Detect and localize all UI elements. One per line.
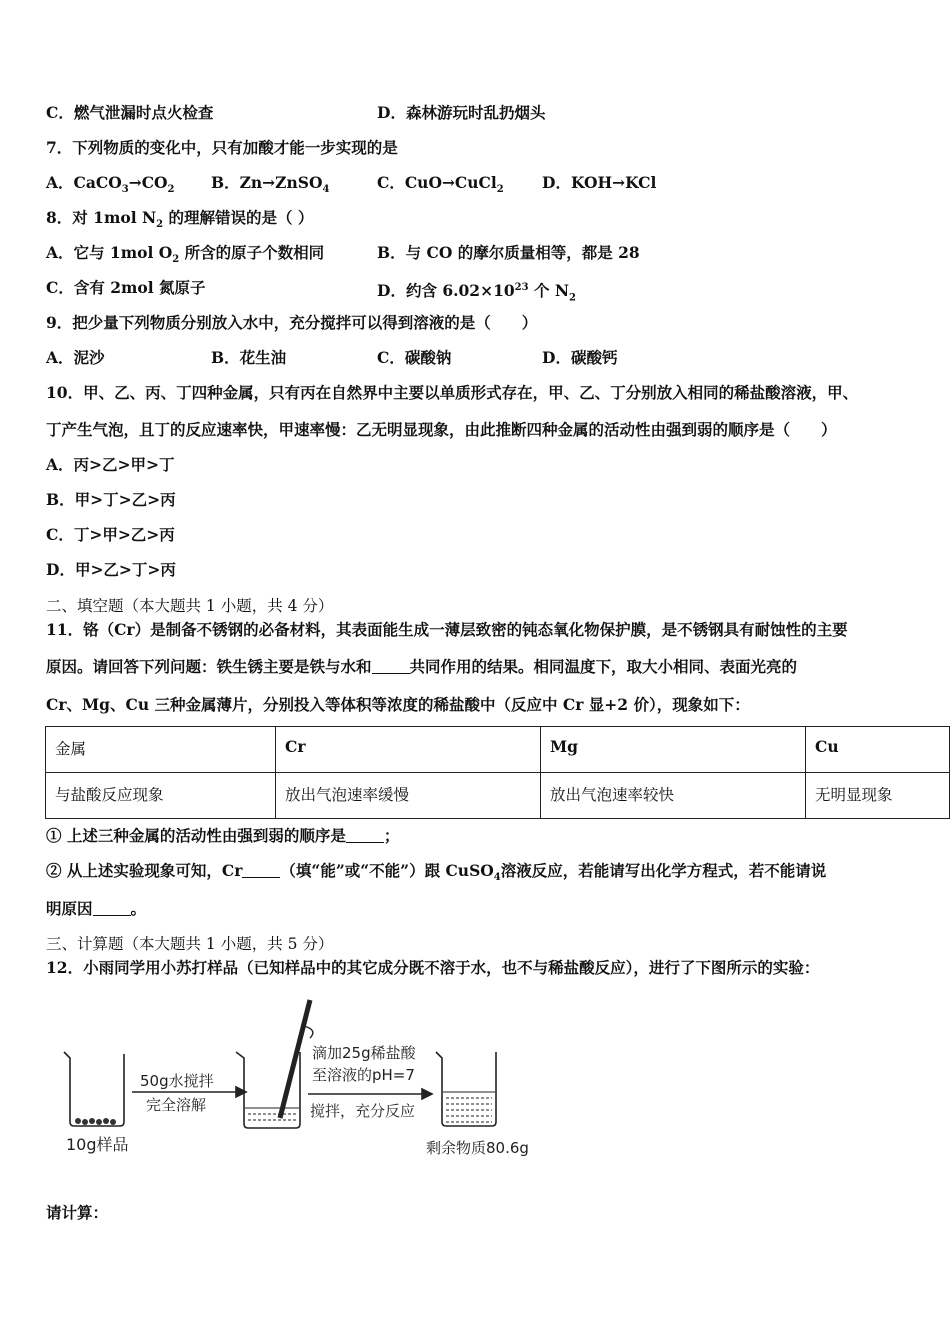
sample-solid-icon — [75, 1118, 116, 1125]
q11-line2: 原因。请回答下列问题：铁生锈主要是铁与水和 共同作用的结果。相同温度下，取大小相同、表面光亮的 — [46, 657, 798, 676]
table-header-cell: Mg — [541, 727, 806, 773]
q11-subquestion-1: ① 上述三种金属的活动性由强到弱的顺序是 ； — [46, 826, 400, 845]
beaker-3-icon — [436, 1052, 496, 1126]
q11-line1: 11．铬（Cr）是制备不锈钢的必备材料，其表面能生成一薄层致密的钝态氧化物保护膜，是不锈钢具有耐蚀性的主要 — [46, 620, 848, 639]
q7-option-c: C．CuO→CuCl$_2$ — [377, 173, 504, 196]
q6-option-c: C．燃气泄漏时点火检查 — [46, 103, 214, 122]
q12-stem: 12．小雨同学用小苏打样品（已知样品中的其它成分既不溶于水，也不与稀盐酸反应），进行了下图所示的实验： — [46, 958, 820, 977]
beaker-1-icon — [64, 1052, 124, 1126]
q8-stem: 8．对 1mol $N_2$ 的理解错误的是（ ） — [46, 208, 314, 231]
answer-blank[interactable] — [346, 828, 384, 843]
arrow-2-top-label-2: 至溶液的pH=7 — [312, 1066, 415, 1084]
experiment-diagram — [40, 990, 560, 1165]
q11-line3: Cr、Mg、Cu 三种金属薄片，分别投入等体积等浓度的稀盐酸中（反应中 Cr 显+2 价），现象如下： — [46, 695, 750, 714]
q9-stem: 9．把少量下列物质分别放入水中，充分搅拌可以得到溶液的是（ ） — [46, 313, 538, 332]
table-row — [46, 773, 950, 819]
q8-option-c: C．含有 2mol 氮原子 — [46, 278, 206, 297]
q7-option-d: D．KOH→KCl — [542, 173, 657, 192]
sample-label: 10g样品 — [66, 1135, 129, 1154]
table-header-cell: Cr — [276, 727, 541, 773]
q10-option-b: B．甲>丁>乙>丙 — [46, 490, 176, 509]
answer-blank[interactable] — [242, 863, 280, 878]
table-cell: 放出气泡速率较快 — [541, 773, 806, 819]
q7-stem: 7．下列物质的变化中，只有加酸才能一步实现的是 — [46, 138, 398, 157]
answer-blank[interactable] — [93, 901, 131, 916]
table-cell: 放出气泡速率缓慢 — [276, 773, 541, 819]
arrow-2-bottom-label: 搅拌，充分反应 — [310, 1102, 416, 1120]
remaining-solution-icon — [443, 1092, 495, 1122]
q12-prompt: 请计算： — [46, 1203, 109, 1222]
q8-option-b: B．与 CO 的摩尔质量相等，都是 28 — [377, 243, 640, 262]
q10-option-d: D．甲>乙>丁>丙 — [46, 560, 176, 579]
q10-stem-line1: 10．甲、乙、丙、丁四种金属，只有丙在自然界中主要以单质形式存在，甲、乙、丁分别放入相同的稀盐酸溶液，甲、 — [46, 383, 859, 402]
q10-option-c: C．丁>甲>乙>丙 — [46, 525, 175, 544]
table-cell: 无明显现象 — [806, 773, 950, 819]
q10-stem-line2: 丁产生气泡，且丁的反应速率快，甲速率慢：乙无明显现象，由此推断四种金属的活动性由强到弱的顺序是（ ） — [46, 420, 837, 439]
stirring-rod-icon — [280, 1000, 310, 1118]
section-calculation-heading: 三、计算题（本大题共 1 小题，共 5 分） — [46, 935, 334, 953]
section-fill-in-heading: 二、填空题（本大题共 1 小题，共 4 分） — [46, 597, 334, 615]
metal-reaction-table — [45, 726, 950, 819]
beaker-2-icon — [236, 1052, 300, 1128]
q10-option-a: A．丙>乙>甲>丁 — [46, 455, 175, 474]
arrow-1-bottom-label: 完全溶解 — [146, 1096, 207, 1114]
arrow-1-top-label: 50g水搅拌 — [140, 1072, 214, 1090]
solution-icon — [245, 1108, 299, 1120]
table-header-cell: 金属 — [46, 727, 276, 773]
remaining-label: 剩余物质80.6g — [426, 1139, 529, 1157]
table-cell: 与盐酸反应现象 — [46, 773, 276, 819]
arrow-2-top-label-1: 滴加25g稀盐酸 — [312, 1044, 416, 1062]
q11-subquestion-2-cont: 明原因 。 — [46, 899, 147, 918]
table-header-cell: Cu — [806, 727, 950, 773]
q7-option-b: B．Zn→ZnSO$_4$ — [211, 173, 330, 196]
q7-option-a: A．$CaCO_3\to CO_2$ — [46, 173, 175, 196]
q9-option-a: A．泥沙 — [46, 348, 105, 367]
answer-blank[interactable] — [372, 659, 410, 674]
q8-option-d: D．约含 $6.02\times 10^{23}$ 个 $N_2$ — [377, 281, 577, 304]
q6-option-d: D．森林游玩时乱扔烟头 — [377, 103, 546, 122]
q8-option-a: A．它与 1mol $O_2$ 所含的原子个数相同 — [46, 243, 325, 266]
q9-option-d: D．碳酸钙 — [542, 348, 618, 367]
q11-subquestion-2: ② 从上述实验现象可知，Cr （填“能”或“不能”）跟 CuSO$_4$溶液反应，若能请写出化学方程式，若不能请说 — [46, 861, 827, 884]
q9-option-c: C．碳酸钠 — [377, 348, 452, 367]
q9-option-b: B．花生油 — [211, 348, 287, 367]
table-row — [46, 727, 950, 773]
